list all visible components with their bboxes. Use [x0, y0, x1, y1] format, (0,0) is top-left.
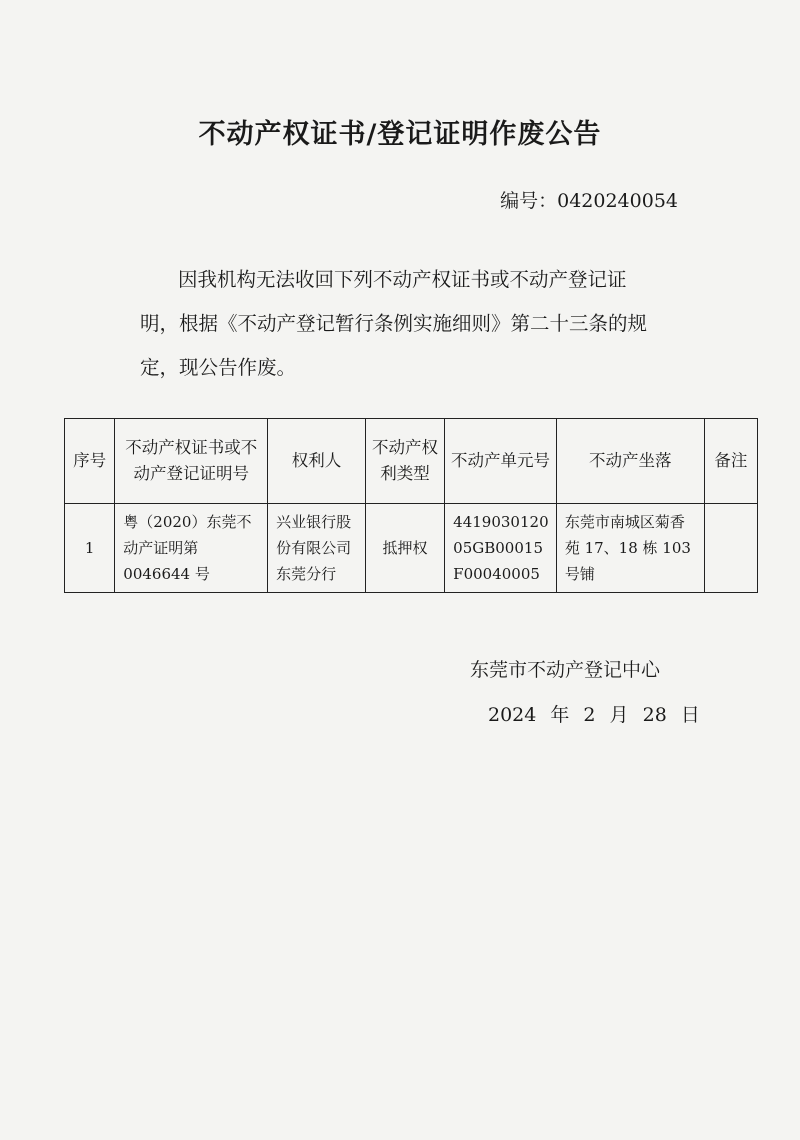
void-certificate-table — [64, 418, 758, 593]
signature-block — [470, 648, 700, 738]
issuing-organization: 东莞市不动产登记中心 — [470, 659, 661, 681]
cell-unit-number: 441903012005GB00015F00040005 — [445, 504, 557, 593]
cell-location: 东莞市南城区菊香苑 17、18 栋 103 号铺 — [556, 504, 704, 593]
table-header-row — [65, 419, 758, 504]
issue-date: 2024 年 2 月 28 日 — [488, 704, 700, 726]
cell-note — [704, 504, 757, 593]
cell-seq: 1 — [65, 504, 115, 593]
body-line-3: 定，现公告作废。 — [140, 356, 297, 379]
header-unit-number: 不动产单元号 — [445, 419, 557, 504]
header-location: 不动产坐落 — [556, 419, 704, 504]
header-cert-number: 不动产权证书或不动产登记证明号 — [115, 419, 268, 504]
notice-number: 编号：0420240054 — [500, 190, 678, 212]
header-note: 备注 — [704, 419, 757, 504]
header-rights-holder: 权利人 — [268, 419, 366, 504]
table-row — [65, 504, 758, 593]
cell-rights-holder: 兴业银行股份有限公司东莞分行 — [268, 504, 366, 593]
header-rights-type: 不动产权利类型 — [365, 419, 444, 504]
notice-body — [140, 258, 700, 390]
notice-title: 不动产权证书/登记证明作废公告 — [198, 119, 602, 150]
cell-rights-type: 抵押权 — [365, 504, 444, 593]
cell-cert-number: 粤（2020）东莞不动产证明第 0046644 号 — [115, 504, 268, 593]
body-line-2: 明，根据《不动产登记暂行条例实施细则》第二十三条的规 — [140, 312, 648, 335]
header-seq: 序号 — [65, 419, 115, 504]
body-line-1: 因我机构无法收回下列不动产权证书或不动产登记证 — [178, 268, 627, 291]
